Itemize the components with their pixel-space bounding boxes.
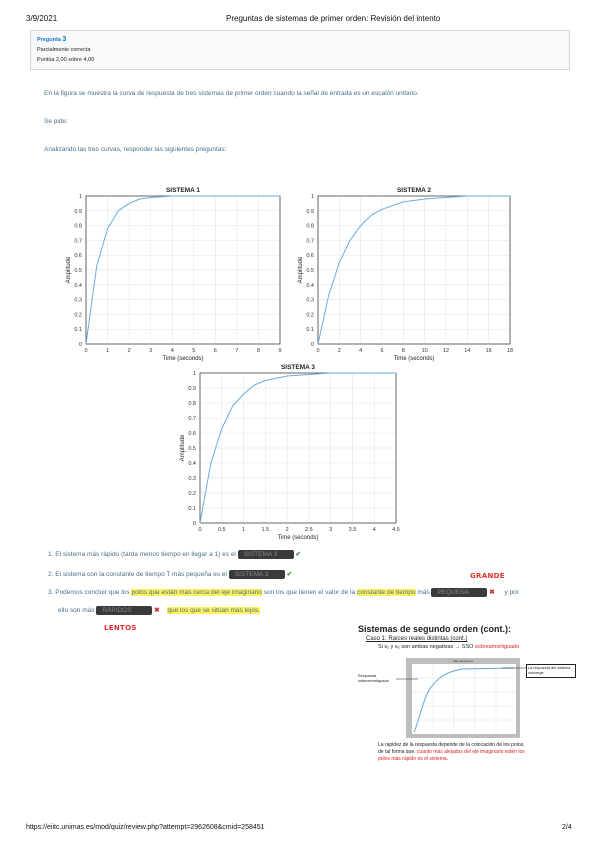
slide-subtitle: Caso 1: Raíces reales distintas (cont.) bbox=[366, 636, 468, 642]
x-tick-label: 1 bbox=[106, 348, 110, 354]
handwritten-lentos: LENTOS bbox=[104, 624, 137, 632]
answer-2-number: 2. bbox=[48, 571, 54, 578]
answer-3-text-line2: ello son más bbox=[58, 607, 95, 614]
highlight-poles: polos que están más cerca del eje imaginario bbox=[131, 589, 262, 596]
y-tick-label: 1 bbox=[310, 194, 314, 200]
y-tick-label: 0 bbox=[192, 521, 196, 527]
answer-3-text-mid: son los que tienen el valor de la bbox=[263, 589, 356, 596]
y-tick-label: 0.1 bbox=[306, 327, 314, 334]
x-tick-label: 3 bbox=[329, 527, 333, 533]
slide-label-right: La respuesta del sistema converge bbox=[526, 664, 576, 678]
y-axis-label: Amplitude bbox=[298, 256, 304, 284]
correct-check-icon: ✔ bbox=[286, 571, 293, 578]
slide-label-left: Respuesta sobreamortiguada bbox=[358, 674, 389, 683]
y-tick-label: 0.4 bbox=[74, 282, 82, 289]
y-tick-label: 0.7 bbox=[74, 238, 82, 245]
answer-3-text-after: y por bbox=[504, 589, 519, 596]
answer-1 bbox=[48, 550, 301, 559]
answer-3-select-2[interactable]: RÁPIDOS bbox=[96, 606, 152, 615]
print-title: Preguntas de sistemas de primer orden: Revisión del intento bbox=[226, 14, 441, 23]
y-tick-label: 0.5 bbox=[74, 268, 82, 274]
y-tick-label: 1 bbox=[78, 194, 82, 200]
x-tick-label: 6 bbox=[380, 348, 384, 354]
answer-3-line-1 bbox=[48, 588, 519, 597]
x-tick-label: 0.5 bbox=[217, 527, 226, 533]
answer-3-number: 3. bbox=[48, 589, 54, 596]
y-tick-label: 0.7 bbox=[188, 416, 196, 422]
x-tick-label: 2 bbox=[285, 527, 289, 533]
y-tick-label: 0.9 bbox=[74, 208, 82, 215]
question-score: Puntúa 2,00 sobre 4,00 bbox=[37, 57, 95, 63]
request-text: Se pide: bbox=[44, 118, 68, 125]
slide-bottom-text-2a: de tal forma que, bbox=[378, 749, 416, 755]
y-tick-label: 0.1 bbox=[74, 327, 82, 334]
y-axis-label: Amplitude bbox=[180, 434, 186, 462]
answer-3-text-post: más bbox=[417, 589, 430, 596]
y-tick-label: 0.9 bbox=[306, 208, 314, 215]
y-tick-label: 0 bbox=[310, 342, 314, 348]
answer-2-select[interactable]: SISTEMA 3 bbox=[229, 570, 285, 579]
y-tick-label: 0.3 bbox=[74, 297, 82, 304]
slide-bottom-text-1: La rapidez de la respuesta depende de la colocación de los polos, bbox=[378, 742, 525, 748]
y-tick-label: 0.2 bbox=[306, 312, 314, 319]
x-tick-label: 9 bbox=[278, 348, 282, 354]
x-tick-label: 18 bbox=[506, 348, 514, 354]
print-url: https://eiitc.unimas.es/mod/quiz/review.php?attempt=2962608&cmid=258451 bbox=[26, 824, 265, 831]
y-tick-label: 0.8 bbox=[306, 223, 314, 230]
instruction-text: Analizando las tres curvas, responder las siguientes preguntas: bbox=[44, 146, 227, 153]
x-tick-label: 7 bbox=[235, 348, 239, 354]
y-tick-label: 0.4 bbox=[188, 461, 196, 467]
y-tick-label: 1 bbox=[192, 371, 196, 377]
x-tick-label: 4 bbox=[359, 348, 363, 354]
x-axis-label: Time (seconds) bbox=[393, 356, 435, 362]
y-axis-label: Amplitude bbox=[66, 256, 72, 284]
slide-title: Sistemas de segundo orden (cont.): bbox=[358, 624, 512, 634]
y-tick-label: 0.8 bbox=[188, 401, 196, 407]
slide-plot-title: Step Response bbox=[452, 659, 474, 663]
wrong-cross-icon: ✖ bbox=[154, 607, 160, 614]
y-tick-label: 0.5 bbox=[306, 268, 314, 274]
x-tick-label: 12 bbox=[442, 348, 450, 354]
answer-1-number: 1. bbox=[48, 551, 54, 558]
answer-2 bbox=[48, 570, 292, 579]
answer-2-text: El sistema con la constante de tiempo T más pequeña es el bbox=[55, 571, 227, 578]
x-tick-label: 5 bbox=[192, 348, 196, 354]
question-number: Pregunta 3 bbox=[37, 36, 67, 43]
y-tick-label: 0.2 bbox=[74, 312, 82, 319]
x-tick-label: 16 bbox=[485, 348, 492, 354]
x-tick-label: 6 bbox=[213, 348, 217, 354]
print-date: 3/9/2021 bbox=[26, 14, 58, 23]
x-tick-label: 1.5 bbox=[261, 527, 270, 533]
y-tick-label: 0.9 bbox=[188, 386, 196, 392]
x-tick-label: 8 bbox=[401, 348, 405, 354]
x-tick-label: 2.5 bbox=[305, 527, 313, 533]
x-tick-label: 1 bbox=[242, 527, 246, 533]
y-tick-label: 0.2 bbox=[188, 491, 196, 497]
handwritten-grande: GRANDE bbox=[470, 572, 505, 580]
print-page-number: 2/4 bbox=[562, 824, 572, 831]
slide-line-text: Si s₁ y s₂ son ambas negativas → SSO bbox=[378, 644, 474, 650]
y-tick-label: 0.5 bbox=[188, 446, 196, 452]
x-tick-label: 0 bbox=[198, 527, 202, 533]
answer-1-text: El sistema más rápido (tarda menos tiempo en llegar a 1) es el bbox=[55, 551, 236, 558]
chart-title: SISTEMA 3 bbox=[280, 364, 316, 371]
wrong-cross-icon: ✖ bbox=[489, 589, 495, 596]
x-tick-label: 0 bbox=[316, 348, 320, 354]
slide-line-red: sobreamortiguado bbox=[474, 644, 520, 650]
x-tick-label: 3 bbox=[149, 348, 153, 354]
y-tick-label: 0.6 bbox=[188, 431, 196, 437]
x-tick-label: 2 bbox=[127, 348, 131, 354]
answer-3-line-2 bbox=[58, 606, 260, 615]
answer-3-text-pre: Podemos concluir que los bbox=[55, 589, 130, 596]
correct-check-icon: ✔ bbox=[295, 551, 301, 558]
slide-bottom-text-3: polos más rápido es el sistema. bbox=[378, 756, 449, 762]
chart-title: SISTEMA 1 bbox=[165, 187, 201, 194]
y-tick-label: 0.7 bbox=[306, 238, 314, 245]
x-tick-label: 14 bbox=[464, 348, 471, 354]
x-axis-label: Time (seconds) bbox=[162, 356, 204, 362]
y-tick-label: 0.8 bbox=[74, 223, 82, 230]
intro-text: En la figura se muestra la curva de respuesta de tres sistemas de primer orden cuando la señal de entrada es un escalón unitario. bbox=[44, 90, 419, 97]
x-tick-label: 4.5 bbox=[392, 527, 400, 533]
highlight-time-constant: constante de tiempo bbox=[356, 589, 416, 596]
slide-bottom-text-2b: cuanto más alejados del eje imaginario estén los bbox=[416, 749, 525, 755]
slide-image bbox=[356, 624, 572, 774]
chart-title: SISTEMA 2 bbox=[396, 187, 432, 194]
y-tick-label: 0.4 bbox=[306, 282, 314, 289]
y-tick-label: 0.1 bbox=[188, 506, 196, 512]
question-status: Parcialmente correcta bbox=[37, 47, 91, 53]
slide-bottom-text-2 bbox=[378, 749, 525, 755]
x-tick-label: 4 bbox=[372, 527, 376, 533]
y-tick-label: 0.3 bbox=[188, 476, 196, 482]
x-tick-label: 4 bbox=[170, 348, 174, 354]
y-tick-label: 0 bbox=[78, 342, 82, 348]
x-tick-label: 3.5 bbox=[348, 527, 357, 533]
x-tick-label: 8 bbox=[256, 348, 260, 354]
x-axis-label: Time (seconds) bbox=[277, 535, 319, 541]
x-tick-label: 0 bbox=[84, 348, 88, 354]
x-tick-label: 10 bbox=[421, 348, 428, 354]
y-tick-label: 0.6 bbox=[74, 253, 82, 260]
y-tick-label: 0.3 bbox=[306, 297, 314, 304]
y-tick-label: 0.6 bbox=[306, 253, 314, 260]
answer-1-select[interactable]: SISTEMA 3 bbox=[238, 550, 294, 559]
highlight-further: que los que se sitúan más lejos. bbox=[167, 607, 260, 614]
answer-3-select-1[interactable]: PEQUEÑA bbox=[431, 588, 487, 597]
x-tick-label: 2 bbox=[337, 348, 341, 354]
